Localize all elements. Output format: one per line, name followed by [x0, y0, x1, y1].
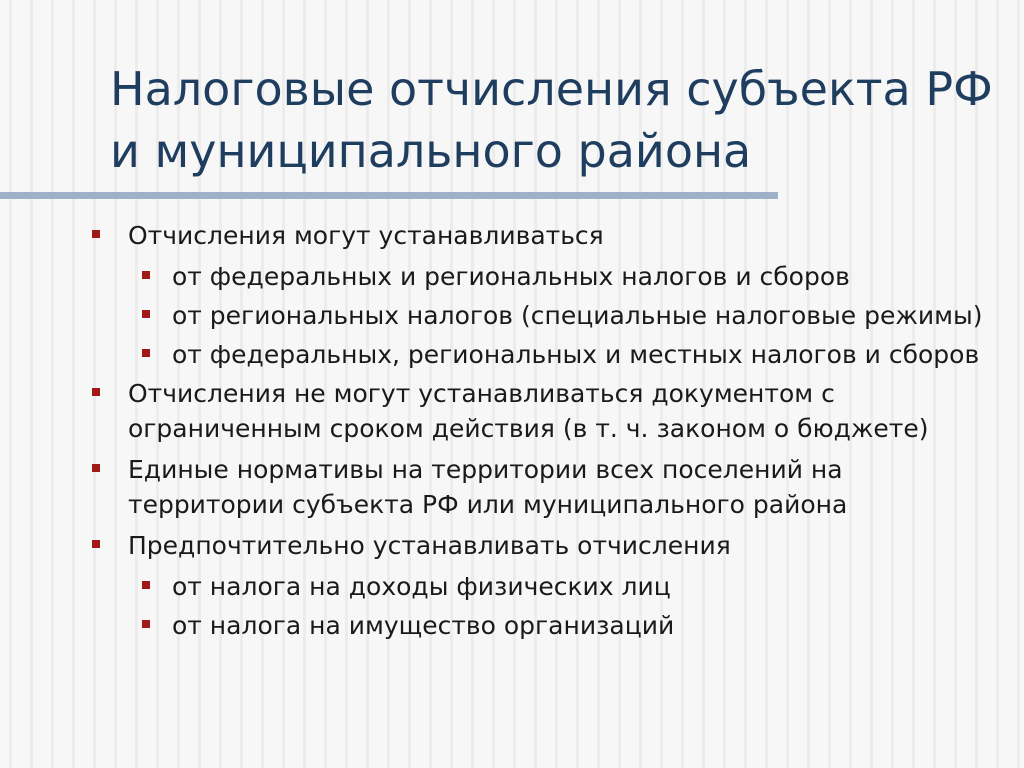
- bullet-text: Отчисления могут устанавливаться: [128, 221, 604, 250]
- bullet-item: [90, 376, 990, 446]
- square-bullet-icon: [92, 540, 100, 548]
- bullet-text: от федеральных и региональных налогов и сборов: [172, 262, 850, 291]
- sub-bullet-item: [90, 298, 990, 333]
- sub-bullet-item: [90, 337, 990, 372]
- square-bullet-icon: [92, 230, 100, 238]
- bullet-text: Единые нормативы на территории всех поселений на территории субъекта РФ или муниципального района: [128, 455, 848, 519]
- bullet-list: [90, 218, 990, 647]
- bullet-item: [90, 452, 990, 522]
- square-bullet-icon: [142, 349, 150, 357]
- square-bullet-icon: [142, 271, 150, 279]
- square-bullet-icon: [142, 620, 150, 628]
- bullet-text: от федеральных, региональных и местных налогов и сборов: [172, 340, 980, 369]
- square-bullet-icon: [92, 464, 100, 472]
- sub-bullet-item: [90, 569, 990, 604]
- bullet-item: [90, 528, 990, 563]
- bullet-text: Отчисления не могут устанавливаться документом с ограниченным сроком действия (в т. ч. законом о бюджете): [128, 379, 929, 443]
- slide-title: Налоговые отчисления субъекта РФ и муниципального района: [110, 62, 993, 178]
- bullet-text: от региональных налогов (специальные налоговые режимы): [172, 301, 983, 330]
- bullet-text: от налога на доходы физических лиц: [172, 572, 671, 601]
- bullet-text: от налога на имущество организаций: [172, 611, 675, 640]
- sub-bullet-item: [90, 259, 990, 294]
- bullet-text: Предпочтительно устанавливать отчисления: [128, 531, 731, 560]
- square-bullet-icon: [142, 310, 150, 318]
- title-divider: [0, 192, 778, 199]
- square-bullet-icon: [92, 388, 100, 396]
- bullet-item: [90, 218, 990, 253]
- sub-bullet-item: [90, 608, 990, 643]
- square-bullet-icon: [142, 581, 150, 589]
